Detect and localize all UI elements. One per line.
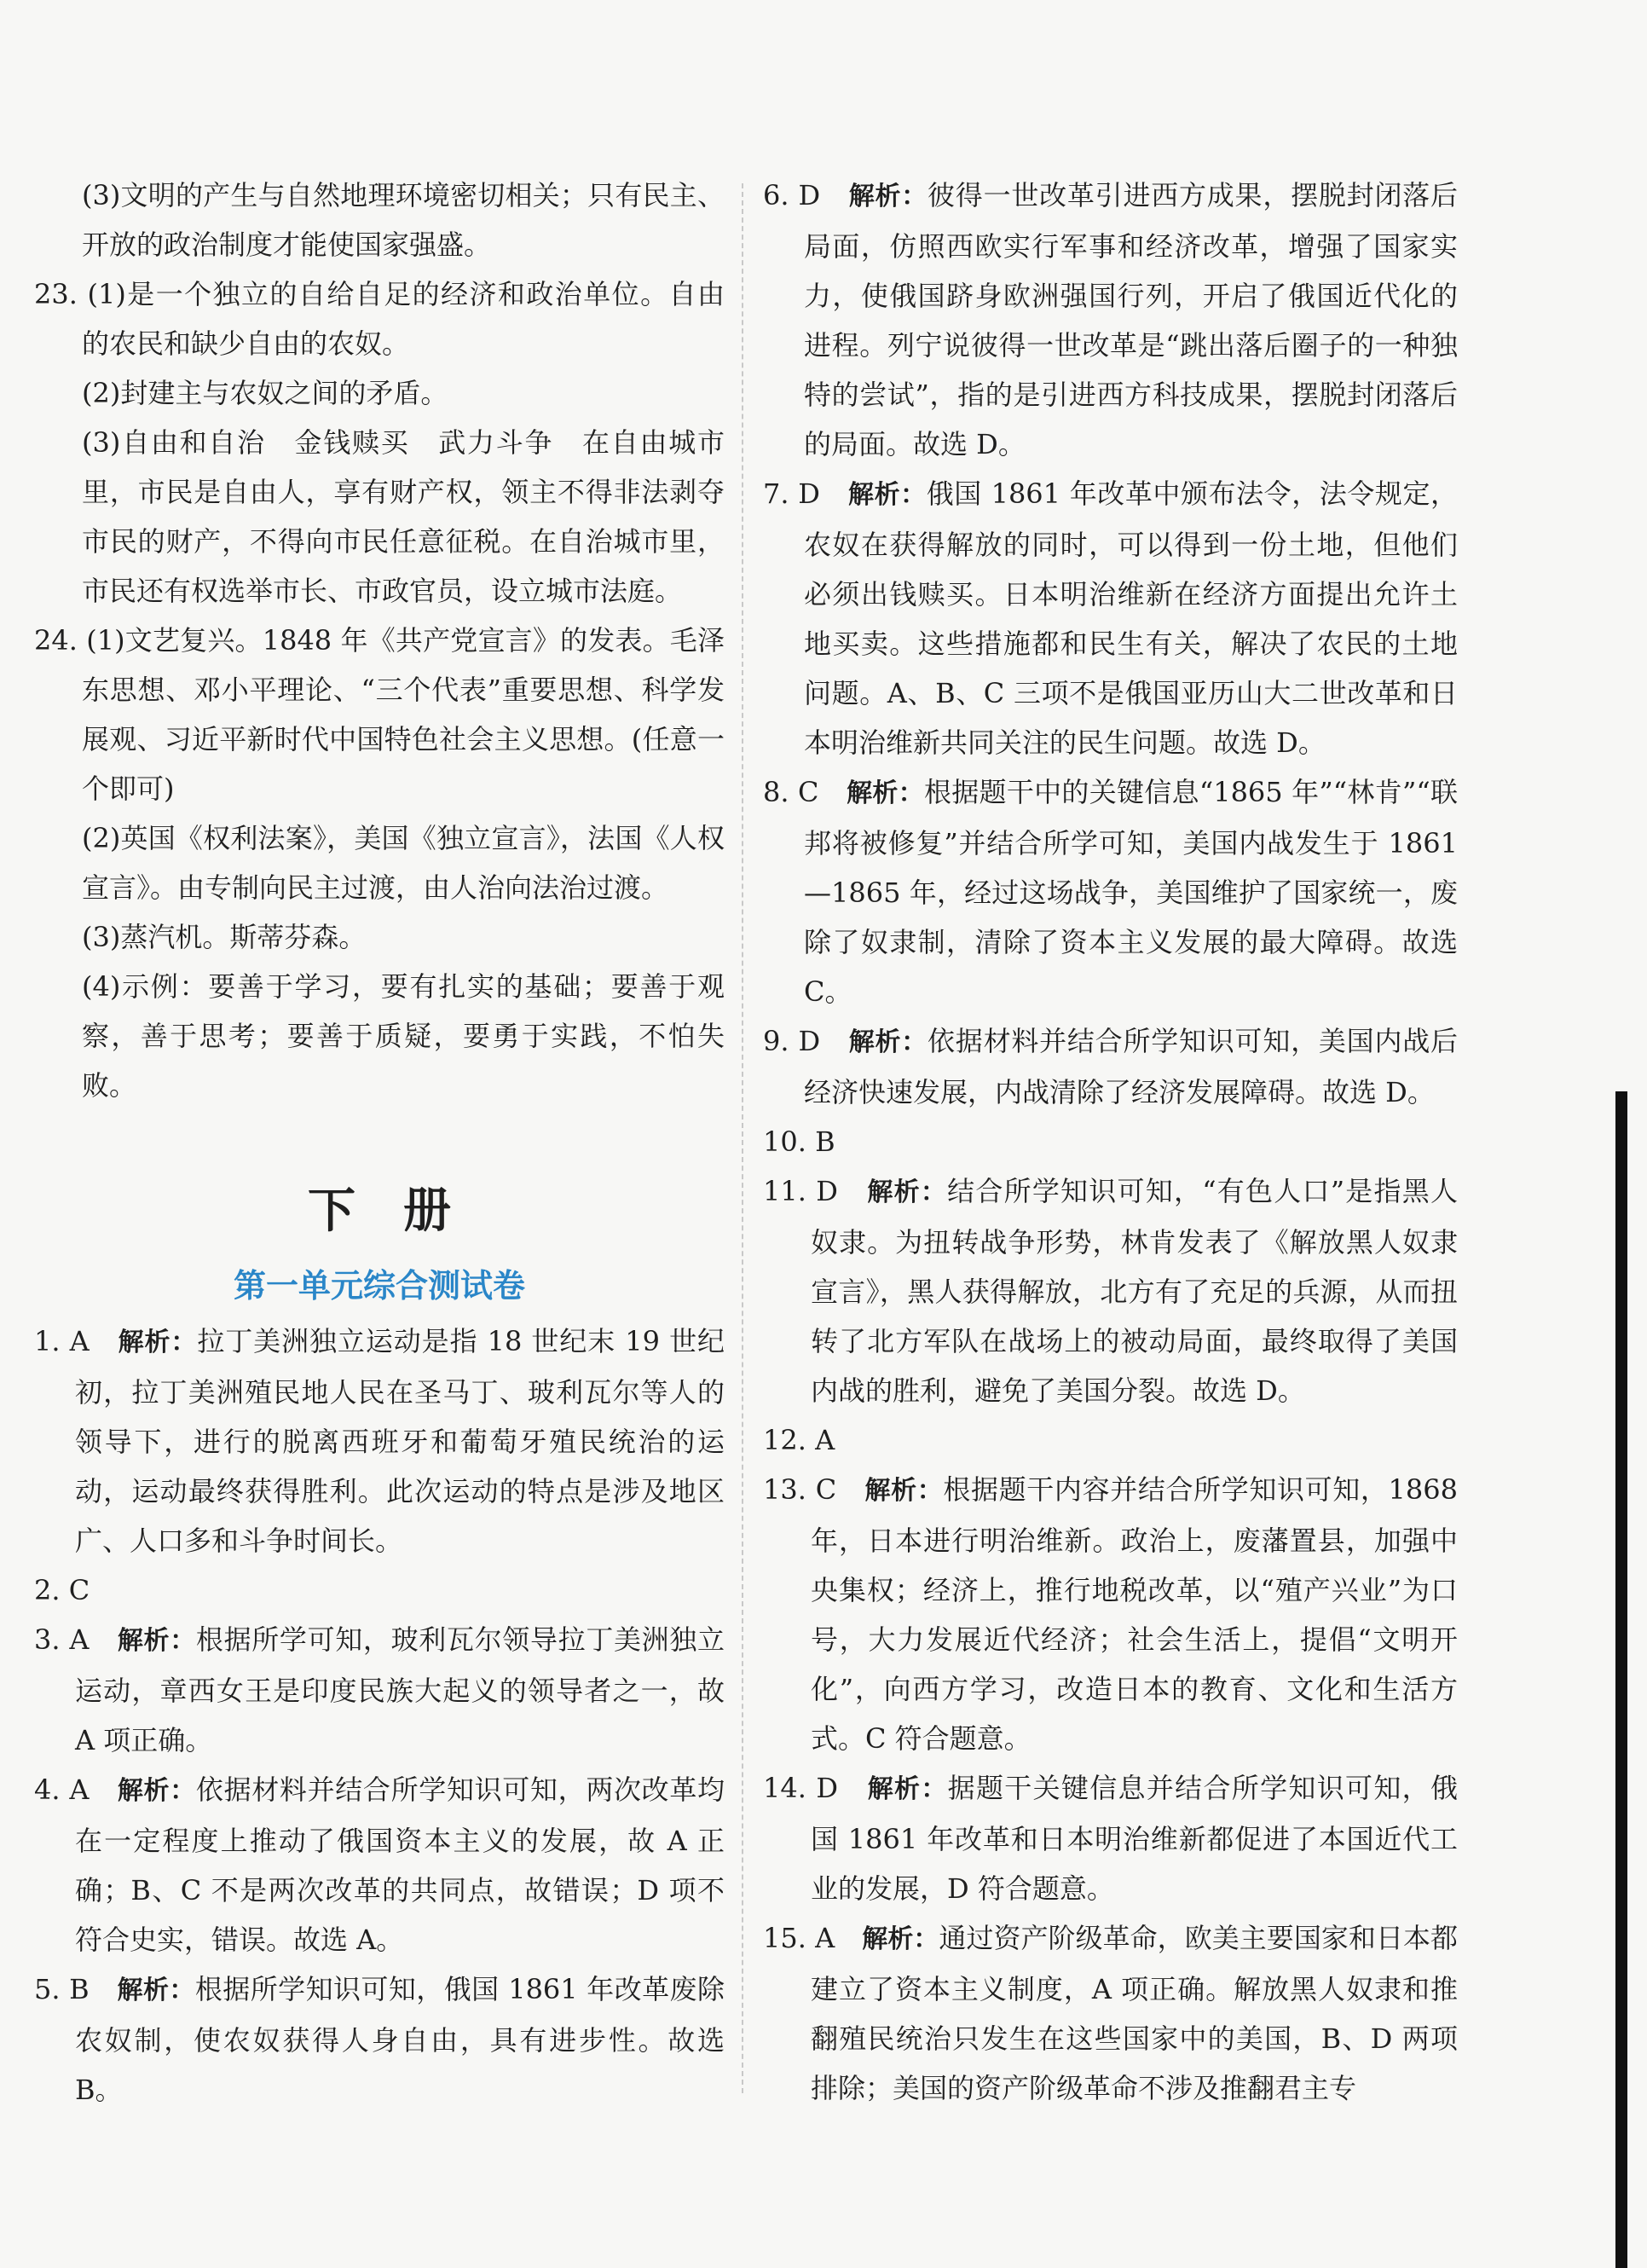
answer-6 xyxy=(763,171,1458,469)
answer-1 xyxy=(34,1316,725,1565)
answer-4-number: 4. A xyxy=(34,1773,90,1806)
answer-7-text: 俄国 1861 年改革中颁布法令，法令规定，农奴在获得解放的同时，可以得到一份土地，但他们必须出钱赎买。日本明治维新在经济方面提出允许土地买卖。这些措施都和民生有关，解决了农民的土地问题。A、B、C 三项不是俄国亚历山大二世改革和日本明治维新共同关注的民生问题。故选 D。 xyxy=(804,477,1458,759)
answer-11-number: 11. D xyxy=(763,1175,838,1207)
answer-24-1: 24. (1)文艺复兴。1848 年《共产党宣言》的发表。毛泽东思想、邓小平理论、“三个代表”重要思想、科学发展观、习近平新时代中国特色社会主义思想。(任意一个即可) xyxy=(34,624,725,805)
answer-5-number: 5. B xyxy=(34,1973,90,2005)
answer-1-text: 拉丁美洲独立运动是指 18 世纪末 19 世纪初，拉丁美洲殖民地人民在圣马丁、玻利瓦尔等人的领导下，进行的脱离西班牙和葡萄牙殖民统治的运动，运动最终获得胜利。此次运动的特点是涉及地区广、人口多和斗争时间长。 xyxy=(75,1325,725,1557)
answer-13-number: 13. C xyxy=(763,1473,837,1506)
analysis-label: 解析： xyxy=(117,1976,195,2005)
answer-8-number: 8. C xyxy=(763,776,819,808)
answer-10: 10. B xyxy=(763,1125,835,1158)
answer-5-text: 根据所学知识可知，俄国 1861 年改革废除农奴制，使农奴获得人身自由，具有进步性。故选 B。 xyxy=(75,1973,725,2106)
answer-9-text: 依据材料并结合所学知识可知，美国内战后经济快速发展，内战清除了经济发展障碍。故选 D。 xyxy=(804,1025,1458,1108)
answer-4 xyxy=(34,1765,725,1964)
right-column xyxy=(763,171,1458,2113)
answer-13-text: 根据题干内容并结合所学知识可知，1868 年，日本进行明治维新。政治上，废藩置县，加强中央集权；经济上，推行地税改革，以“殖产兴业”为口号，大力发展近代经济；社会生活上，提倡“文明开化”，向西方学习，改造日本的教育、文化和生活方式。C 符合题意。 xyxy=(811,1473,1458,1755)
answer-14 xyxy=(763,1763,1458,1913)
answer-6-number: 6. D xyxy=(763,179,821,211)
answer-3 xyxy=(34,1615,725,1765)
answer-15-number: 15. A xyxy=(763,1922,835,1954)
analysis-label: 解析： xyxy=(864,1476,944,1506)
answer-9 xyxy=(763,1016,1458,1117)
answer-2: 2. C xyxy=(34,1574,90,1606)
answer-23-3: (3)自由和自治 金钱赎买 武力斗争 在自由城市里，市民是自由人，享有财产权，领主不得非法剥夺市民的财产，不得向市民任意征税。在自治城市里，市民还有权选举市长、市政官员，设立城市法庭。 xyxy=(82,426,725,607)
answer-12: 12. A xyxy=(763,1424,835,1456)
answer-15-text: 通过资产阶级革命，欧美主要国家和日本都建立了资本主义制度，A 项正确。解放黑人奴隶和推翻殖民统治只发生在这些国家中的美国，B、D 两项排除；美国的资产阶级革命不涉及推翻君主专 xyxy=(811,1922,1459,2104)
left-column xyxy=(34,171,725,2115)
answer-11-text: 结合所学知识可知，“有色人口”是指黑人奴隶。为扭转战争形势，林肯发表了《解放黑人奴隶宣言》，黑人获得解放，北方有了充足的兵源，从而扭转了北方军队在战场上的被动局面，最终取得了美国内战的胜利，避免了美国分裂。故选 D。 xyxy=(811,1175,1458,1407)
analysis-label: 解析： xyxy=(867,1774,948,1804)
answer-8 xyxy=(763,767,1458,1016)
answer-13 xyxy=(763,1465,1458,1763)
answer-24-2: (2)英国《权利法案》，美国《独立宣言》，法国《人权宣言》。由专制向民主过渡，由人治向法治过渡。 xyxy=(82,822,725,904)
column-divider xyxy=(742,183,743,2093)
answer-14-text: 据题干关键信息并结合所学知识可知，俄国 1861 年改革和日本明治维新都促进了本国近代工业的发展，D 符合题意。 xyxy=(811,1772,1459,1905)
answer-14-number: 14. D xyxy=(763,1772,839,1804)
answer-1-number: 1. A xyxy=(34,1325,90,1357)
answer-15 xyxy=(763,1913,1458,2113)
answer-5 xyxy=(34,1964,725,2115)
answer-7 xyxy=(763,469,1458,767)
page-edge-shadow xyxy=(1615,1091,1627,2268)
analysis-label: 解析： xyxy=(848,182,928,211)
analysis-label: 解析： xyxy=(848,1027,928,1057)
answer-11 xyxy=(763,1166,1458,1415)
analysis-label: 解析： xyxy=(862,1924,939,1954)
volume-title: 下册 xyxy=(308,1183,499,1239)
unit-title: 第一单元综合测试卷 xyxy=(233,1267,525,1305)
answer-23-2: (2)封建主与农奴之间的矛盾。 xyxy=(82,377,448,409)
answer-22-3: (3)文明的产生与自然地理环境密切相关；只有民主、开放的政治制度才能使国家强盛。 xyxy=(82,179,725,261)
analysis-label: 解析： xyxy=(118,1328,198,1357)
answer-4-text: 依据材料并结合所学知识可知，两次改革均在一定程度上推动了俄国资本主义的发展，故 A 正确；B、C 不是两次改革的共同点，故错误；D 项不符合史实，错误。故选 A。 xyxy=(75,1773,725,1956)
answer-3-text: 根据所学可知，玻利瓦尔领导拉丁美洲独立运动，章西女王是印度民族大起义的领导者之一，故 A 项正确。 xyxy=(75,1623,725,1756)
analysis-label: 解析： xyxy=(848,480,927,510)
answer-9-number: 9. D xyxy=(763,1025,821,1057)
answer-8-text: 根据题干中的关键信息“1865 年”“林肯”“联邦将被修复”并结合所学可知，美国内战发生于 1861—1865 年，经过这场战争，美国维护了国家统一，废除了奴隶制，清除了资本主义发展的最大障碍。故选 C。 xyxy=(804,776,1458,1008)
answer-6-text: 彼得一世改革引进西方成果，摆脱封闭落后局面，仿照西欧实行军事和经济改革，增强了国家实力，使俄国跻身欧洲强国行列，开启了俄国近代化的进程。列宁说彼得一世改革是“跳出落后圈子的一种独特的尝试”，指的是引进西方科技成果，摆脱封闭落后的局面。故选 D。 xyxy=(804,179,1458,460)
answer-23-1: 23. (1)是一个独立的自给自足的经济和政治单位。自由的农民和缺少自由的农奴。 xyxy=(34,278,725,360)
answer-7-number: 7. D xyxy=(763,477,820,510)
analysis-label: 解析： xyxy=(117,1626,196,1656)
analysis-label: 解析： xyxy=(867,1177,948,1207)
analysis-label: 解析： xyxy=(117,1776,196,1806)
analysis-label: 解析： xyxy=(847,778,924,808)
answer-24-3: (3)蒸汽机。斯蒂芬森。 xyxy=(82,921,367,953)
answer-24-4: (4)示例：要善于学习，要有扎实的基础；要善于观察，善于思考；要善于质疑，要勇于实践，不怕失败。 xyxy=(82,970,725,1102)
answer-3-number: 3. A xyxy=(34,1623,90,1656)
